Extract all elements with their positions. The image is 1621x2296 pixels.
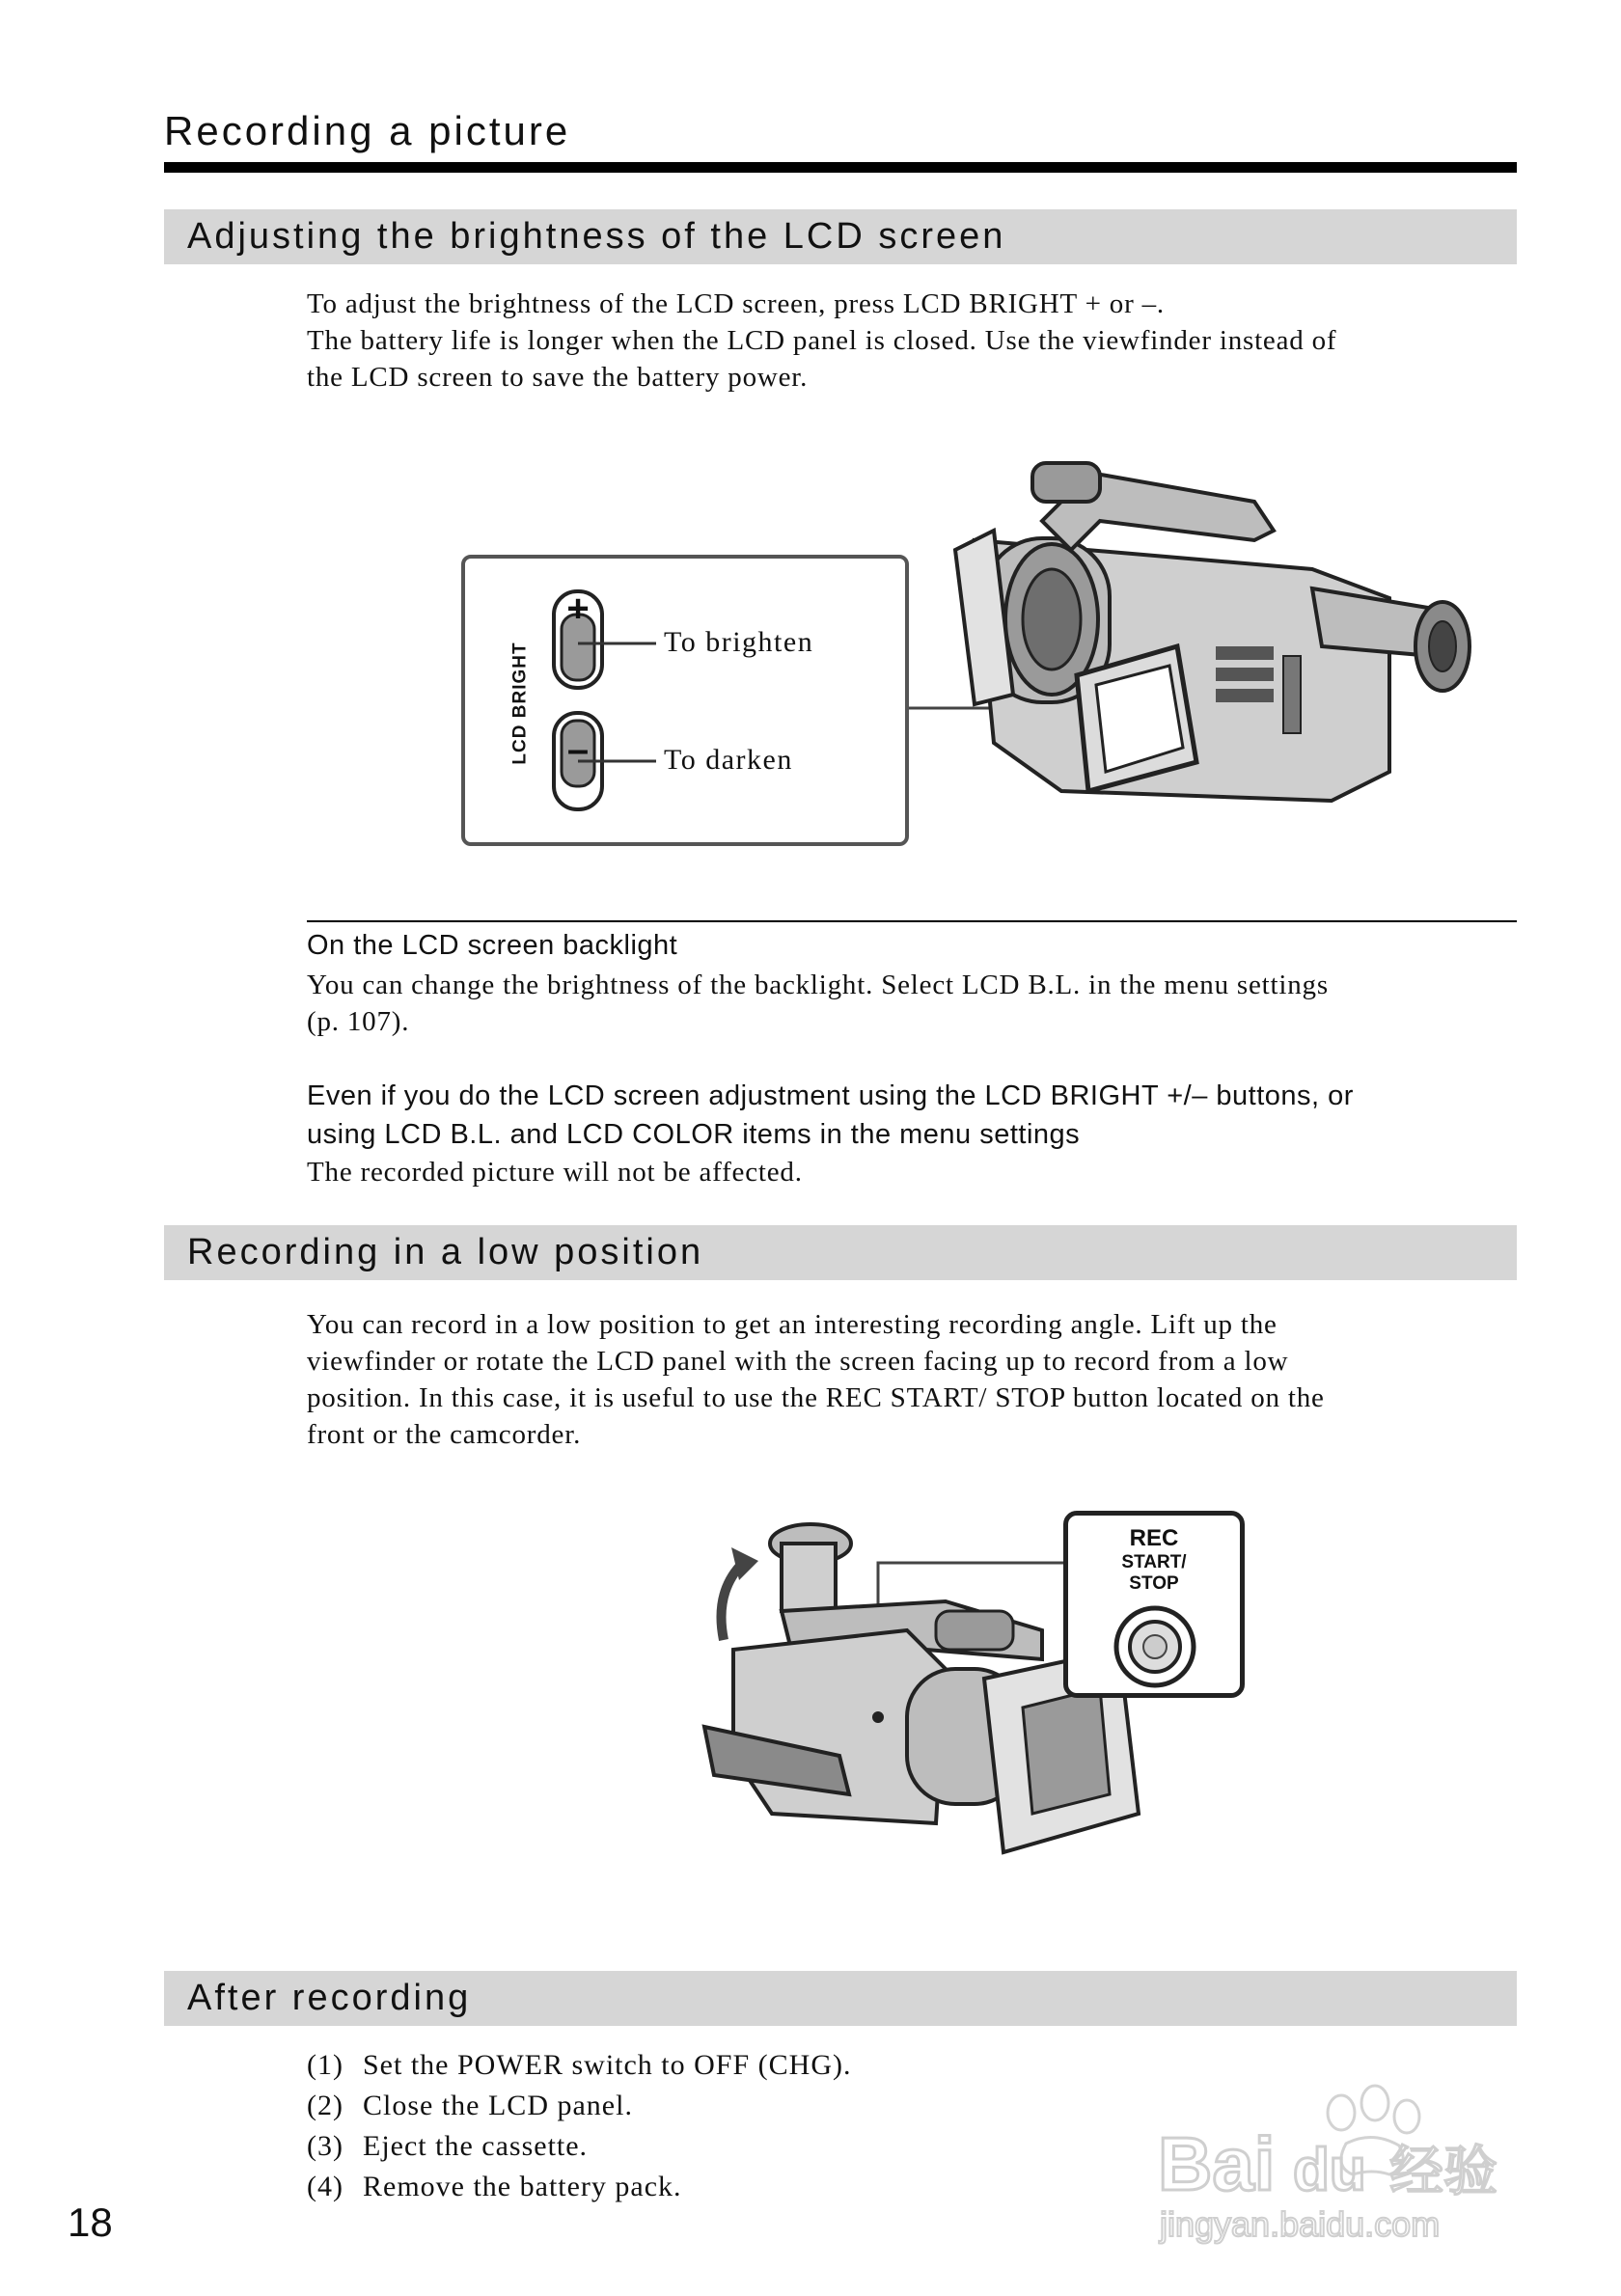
lcd-bright-callout-box xyxy=(461,555,909,846)
to-darken-label: To darken xyxy=(664,744,793,776)
list-item xyxy=(307,2130,588,2163)
lcd-bright-label-holder xyxy=(473,642,569,765)
minus-symbol: – xyxy=(566,728,590,771)
section-title: Adjusting the brightness of the LCD screen xyxy=(187,216,1006,257)
low-position-paragraph xyxy=(307,1306,1523,1453)
baidu-jingyan-watermark xyxy=(1148,2074,1534,2253)
step-text: Remove the battery pack. xyxy=(363,2171,682,2202)
page-number: 18 xyxy=(68,2200,113,2245)
rec-start-stop-callout xyxy=(1063,1511,1245,1698)
start-label: START/ xyxy=(1121,1552,1187,1572)
rec-button-icon xyxy=(1111,1602,1199,1691)
page-heading: Recording a picture xyxy=(164,108,571,153)
step-number: (1) xyxy=(307,2049,343,2081)
plus-symbol: + xyxy=(566,588,590,630)
paragraph-line: front or the camcorder. xyxy=(307,1419,582,1450)
note-heading-adjustment xyxy=(307,1077,1523,1154)
note-divider xyxy=(307,920,1517,922)
step-number: (2) xyxy=(307,2090,343,2121)
note-body-adjustment: The recorded picture will not be affected. xyxy=(307,1157,803,1188)
svg-text:jingyan.baidu.com: jingyan.baidu.com xyxy=(1160,2204,1441,2244)
step-text: Eject the cassette. xyxy=(363,2130,589,2162)
section-title-bar-after-recording xyxy=(164,1971,1517,2026)
note-line: You can change the brightness of the backlight. Select LCD B.L. in the menu settings xyxy=(307,970,1329,1000)
section-title-bar-brightness xyxy=(164,209,1517,264)
note-heading-line: Even if you do the LCD screen adjustment using the LCD BRIGHT +/– buttons, or xyxy=(307,1080,1354,1111)
section-title-bar-low-position xyxy=(164,1225,1517,1280)
heading-rule xyxy=(164,162,1517,173)
watermark-logo xyxy=(1148,2074,1534,2248)
list-item xyxy=(307,2171,682,2203)
to-brighten-label: To brighten xyxy=(664,626,814,658)
note-line: (p. 107). xyxy=(307,1006,410,1037)
step-text: Close the LCD panel. xyxy=(363,2090,633,2121)
lcd-bright-label: LCD BRIGHT xyxy=(510,642,531,765)
paragraph-line: The battery life is longer when the LCD panel is closed. Use the viewfinder instead of xyxy=(307,325,1337,356)
paragraph-line: the LCD screen to save the battery power. xyxy=(307,362,809,393)
paragraph-line: position. In this case, it is useful to use the REC START/ STOP button located on the xyxy=(307,1382,1325,1413)
paragraph-line: viewfinder or rotate the LCD panel with the screen facing up to record from a low xyxy=(307,1346,1289,1377)
svg-text:经验: 经验 xyxy=(1389,2141,1497,2203)
step-text: Set the POWER switch to OFF (CHG). xyxy=(363,2049,852,2081)
rec-label: REC xyxy=(1129,1525,1179,1551)
paragraph-line: You can record in a low position to get an interesting recording angle. Lift up the xyxy=(307,1309,1278,1340)
step-number: (4) xyxy=(307,2171,343,2202)
step-number: (3) xyxy=(307,2130,343,2162)
camcorder-lcd-open-illustration xyxy=(907,453,1486,820)
paragraph-line: To adjust the brightness of the LCD screen, press LCD BRIGHT + or –. xyxy=(307,288,1165,319)
brightness-paragraph xyxy=(307,286,1523,396)
section-title: After recording xyxy=(187,1978,472,2018)
section-title: Recording in a low position xyxy=(187,1232,704,1272)
note-body-backlight xyxy=(307,967,1523,1040)
list-item xyxy=(307,2049,852,2082)
note-heading-backlight: On the LCD screen backlight xyxy=(307,930,678,961)
svg-text:du: du xyxy=(1293,2137,1366,2203)
note-heading-line: using LCD B.L. and LCD COLOR items in the menu settings xyxy=(307,1119,1081,1150)
list-item xyxy=(307,2090,633,2122)
stop-label: STOP xyxy=(1129,1573,1179,1594)
svg-text:Bai: Bai xyxy=(1158,2121,1276,2206)
